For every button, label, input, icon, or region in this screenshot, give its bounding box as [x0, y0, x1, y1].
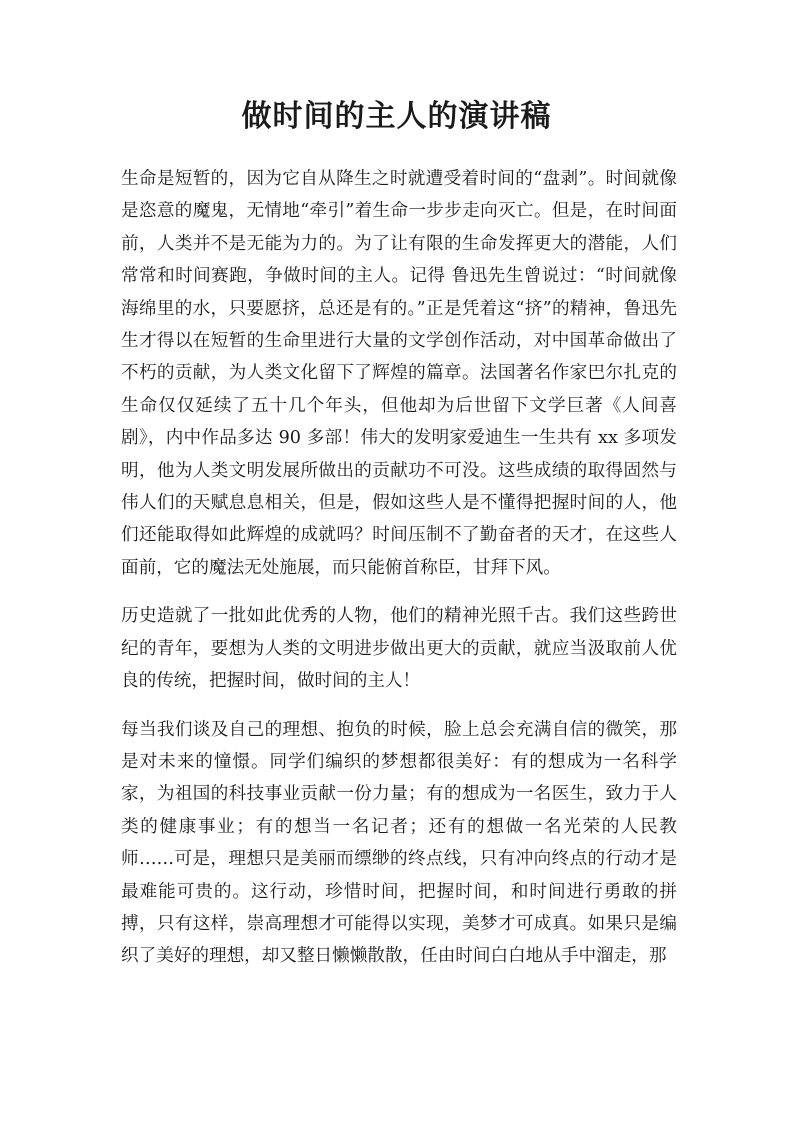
paragraph-3: 每当我们谈及自己的理想、抱负的时候，脸上总会充满自信的微笑，那是对未来的憧憬。同学们编织的梦想都很美好：有的想成为一名科学家，为祖国的科技事业贡献一份力量；有的想成为一名医生，致力于人类的健康事业；有的想当一名记者；还有的想做一名光荣的人民教师……可是，理想只是美丽而缥缈的终点线，只有冲向终点的行动才是最难能可贵的。这行动，珍惜时间，把握时间，和时间进行勇敢的拼搏，只有这样，崇高理想才可能得以实现，美梦才可成真。如果只是编织了美好的理想，却又整日懒懒散散，任由时间白白地从手中溜走，那 — [121, 719, 677, 967]
paragraph-2: 历史造就了一批如此优秀的人物，他们的精神光照千古。我们这些跨世纪的青年，要想为人类的文明进步做出更大的贡献，就应当汲取前人优良的传统，把握时间，做时间的主人！ — [121, 606, 677, 692]
paragraph-1: 生命是短暂的，因为它自从降生之时就遭受着时间的“盘剥”。时间就像是恣意的魔鬼，无情地“牵引”着生命一步步走向灭亡。但是，在时间面前，人类并不是无能为力的。为了让有限的生命发挥更大的潜能，人们常常和时间赛跑，争做时间的主人。记得 鲁迅先生曾说过：“时间就像海绵里的水，只要愿挤，总还是有的。”正是凭着这“挤”的精神，鲁迅先生才得以在短暂的生命里进行大量的文学创作活动，对中国革命做出了不朽的贡献，为人类文化留下了辉煌的篇章。法国著名作家巴尔扎克的生命仅仅延续了五十几个年头，但他却为后世留下文学巨著《人间喜剧》，内中作品多达 90 多部！伟大的发明家爱迪生一生共有 xx 多项发明，他为人类文明发展所做出的贡献功不可没。这些成绩的取得固然与伟人们的天赋息息相关，但是，假如这些人是不懂得把握时间的人，他们还能取得如此辉煌的成就吗？时间压制不了勤奋者的天才，在这些人面前，它的魔法无处施展，而只能俯首称臣，甘拜下风。 — [121, 169, 677, 578]
document-title: 做时间的主人的演讲稿 — [241, 99, 552, 134]
document-body — [121, 163, 677, 989]
